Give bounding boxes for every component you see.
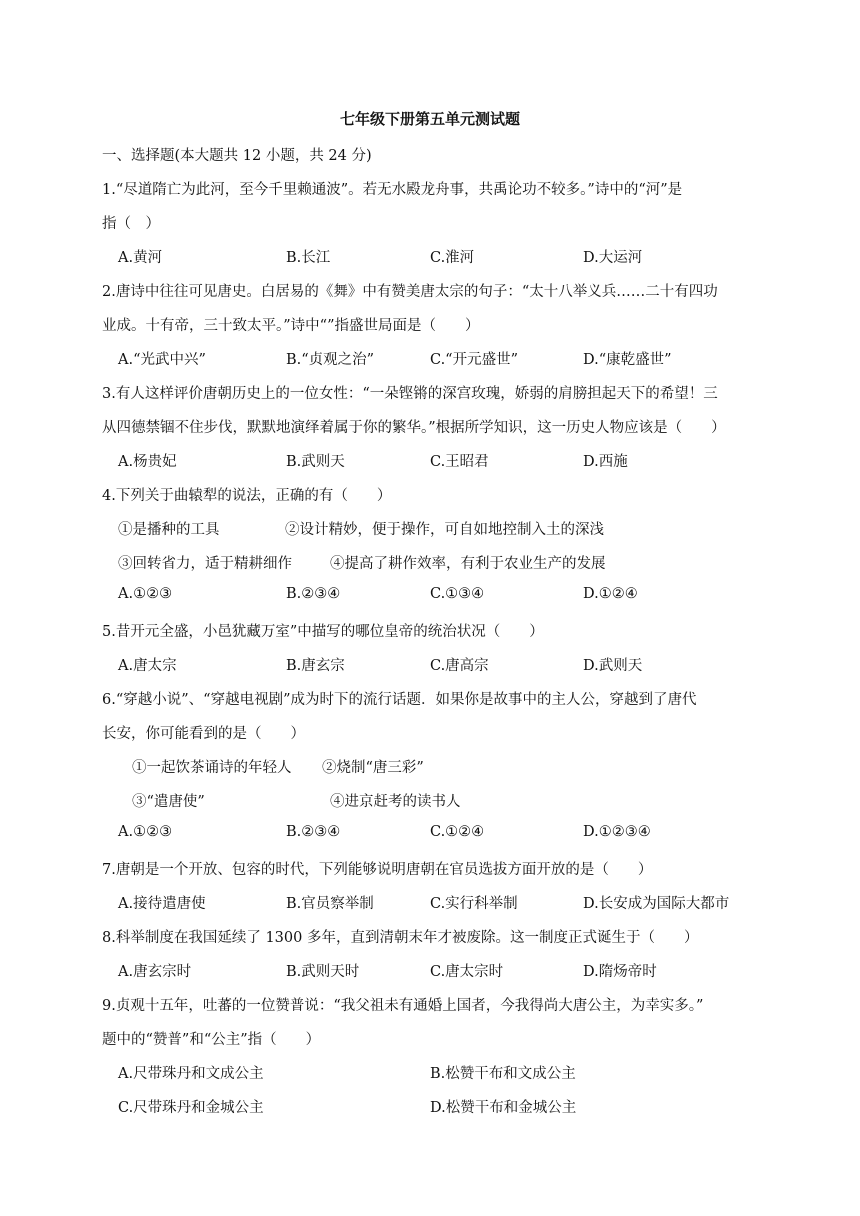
question-6-statement-1: ①一起饮茶诵诗的年轻人 [132, 760, 292, 776]
question-4-statement-1: ①是播种的工具 [118, 522, 220, 538]
question-1-options [118, 246, 798, 268]
question-9-options-row-2 [118, 1096, 798, 1118]
option-b: B.官员察举制 [286, 896, 374, 912]
option-c: C.实行科举制 [430, 896, 518, 912]
question-4-statement-3: ③回转省力，适于精耕细作 [118, 556, 292, 572]
option-a: A.“光武中兴” [118, 352, 206, 368]
question-1-stem-line-2: 指（ ） [102, 216, 160, 232]
question-5-stem: 5.昔开元全盛，小邑犹藏万室”中描写的哪位皇帝的统治状况（ ） [102, 624, 544, 640]
option-d: D.①②④ [583, 586, 638, 602]
question-4-statement-4: ④提高了耕作效率，有利于农业生产的发展 [330, 556, 606, 572]
option-c: C.尺带珠丹和金城公主 [118, 1100, 264, 1116]
question-6-stem-line-2: 长安，你可能看到的是（ ） [102, 726, 305, 742]
option-c: C.“开元盛世” [430, 352, 519, 368]
question-1-stem-line-1: 1.“尽道隋亡为此河，至今千里赖通波”。若无水殿龙舟事，共禹论功不较多。”诗中的“河”是 [102, 182, 683, 198]
question-2-stem-line-1: 2.唐诗中往往可见唐史。白居易的《舞》中有赞美唐太宗的句子：“太十八举义兵……二十有四功 [102, 284, 718, 300]
question-9-stem-line-1: 9.贞观十五年，吐蕃的一位赞普说：“我父祖未有通婚上国者，今我得尚大唐公主，为幸实多。” [102, 998, 704, 1014]
question-4-stem: 4.下列关于曲辕犁的说法，正确的有（ ） [102, 488, 392, 504]
question-7-options [118, 892, 798, 914]
option-c: C.①②④ [430, 824, 485, 840]
option-c: C.①③④ [430, 586, 485, 602]
option-d: D.松赞干布和金城公主 [430, 1100, 577, 1116]
question-8-stem: 8.科举制度在我国延续了 1300 多年，直到清朝末年才被废除。这一制度正式诞生于（ ） [102, 930, 699, 946]
option-d: D.武则天 [583, 658, 643, 674]
option-a: A.唐太宗 [118, 658, 177, 674]
option-b: B.武则天时 [286, 964, 360, 980]
section-heading: 一、选择题(本大题共 12 小题，共 24 分) [102, 148, 372, 164]
option-c: C.唐高宗 [430, 658, 489, 674]
question-3-stem-line-2: 从四德禁锢不住步伐，默默地演绎着属于你的繁华。”根据所学知识，这一历史人物应该是（ ） [102, 420, 726, 436]
question-6-options [118, 824, 798, 846]
option-b: B.②③④ [286, 586, 341, 602]
option-d: D.长安成为国际大都市 [583, 896, 730, 912]
option-c: C.王昭君 [430, 454, 489, 470]
option-a: A.①②③ [118, 824, 173, 840]
option-a: A.尺带珠丹和文成公主 [118, 1066, 264, 1082]
option-b: B.武则天 [286, 454, 345, 470]
question-5-options [118, 654, 798, 676]
question-6-statement-4: ④进京赶考的读书人 [330, 794, 461, 810]
question-2-options [118, 348, 798, 370]
option-c: C.淮河 [430, 250, 475, 266]
option-a: A.①②③ [118, 586, 173, 602]
question-9-stem-line-2: 题中的“赞普”和“公主”指（ ） [102, 1032, 321, 1048]
question-8-options [118, 960, 798, 982]
question-3-options [118, 450, 798, 472]
option-d: D.①②③④ [583, 824, 651, 840]
option-a: A.唐玄宗时 [118, 964, 192, 980]
option-a: A.接待遣唐使 [118, 896, 206, 912]
question-3-stem-line-1: 3.有人这样评价唐朝历史上的一位女性：“一朵铿锵的深宫玫瑰，娇弱的肩膀担起天下的希望！三 [102, 386, 718, 402]
option-a: A.杨贵妃 [118, 454, 177, 470]
question-6-statement-2: ②烧制“唐三彩” [322, 760, 424, 776]
option-d: D.“康乾盛世” [583, 352, 672, 368]
question-6-statement-3: ③“遣唐使” [132, 794, 205, 810]
question-2-stem-line-2: 业成。十有帝，三十致太平。”诗中“”指盛世局面是（ ） [102, 318, 480, 334]
option-b: B.“贞观之治” [286, 352, 375, 368]
question-4-statement-2: ②设计精妙，便于操作，可自如地控制入土的深浅 [285, 522, 604, 538]
option-b: B.唐玄宗 [286, 658, 345, 674]
option-d: D.大运河 [583, 250, 643, 266]
option-d: D.西施 [583, 454, 628, 470]
option-a: A.黄河 [118, 250, 163, 266]
question-6-stem-line-1: 6.“穿越小说”、“穿越电视剧”成为时下的流行话题．如果你是故事中的主人公，穿越到了唐代 [102, 692, 697, 708]
page-title: 七年级下册第五单元测试题 [339, 110, 520, 128]
option-b: B.②③④ [286, 824, 341, 840]
option-d: D.隋炀帝时 [583, 964, 657, 980]
question-4-options [118, 586, 798, 608]
option-c: C.唐太宗时 [430, 964, 504, 980]
option-b: B.松赞干布和文成公主 [430, 1066, 576, 1082]
option-b: B.长江 [286, 250, 331, 266]
question-7-stem: 7.唐朝是一个开放、包容的时代，下列能够说明唐朝在官员选拔方面开放的是（ ） [102, 862, 653, 878]
question-9-options-row-1 [118, 1062, 798, 1084]
